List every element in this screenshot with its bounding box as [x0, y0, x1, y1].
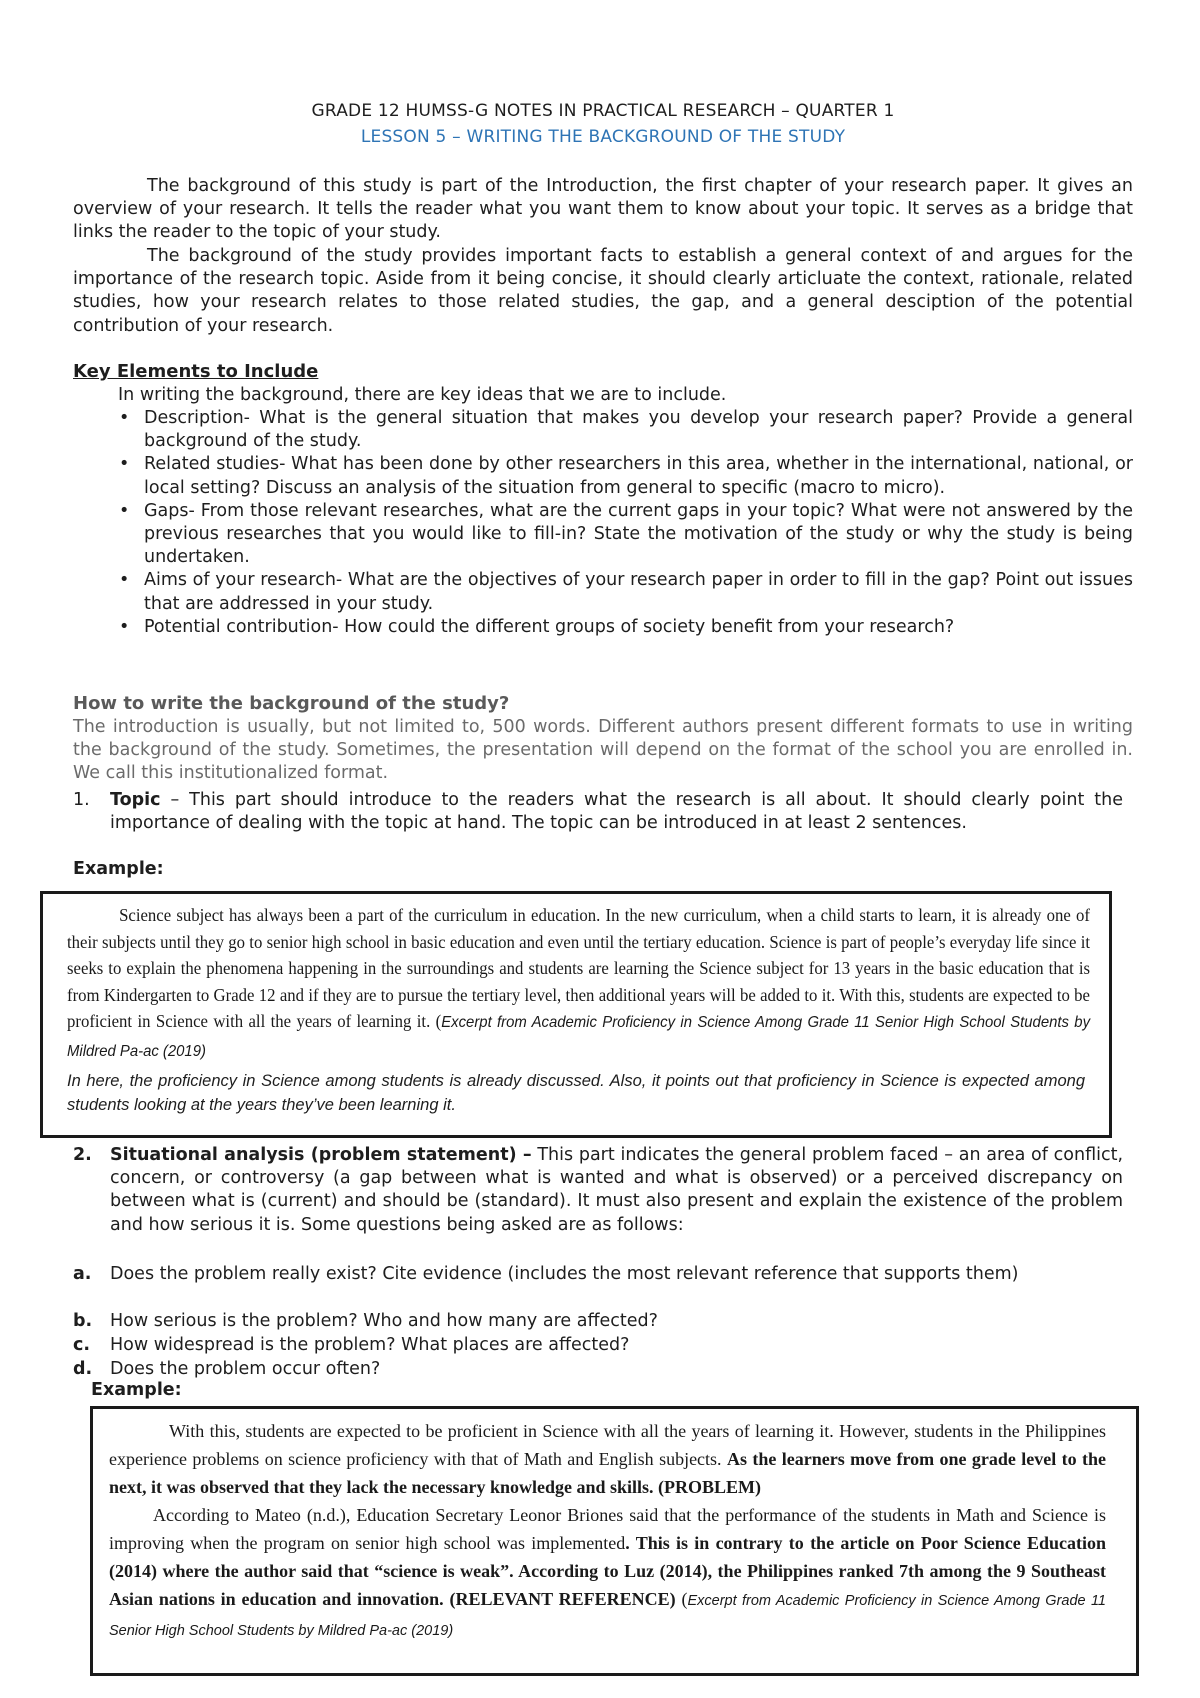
bullet-icon: • [119, 570, 130, 591]
example-label-2: Example: [91, 1380, 182, 1400]
item-text: – This part should introduce to the readers what the research is all about. It should clearly point the importance of dealing with the topic at hand. The topic can be introduced in at least 2 sentences. [110, 790, 1123, 834]
key-elements-heading: Key Elements to Include [73, 361, 319, 382]
question-c: c. How widespread is the problem? What places are affected? [73, 1335, 630, 1355]
document-title: GRADE 12 HUMSS-G NOTES IN PRACTICAL RESEARCH – QUARTER 1 [311, 101, 895, 121]
question-d: d. Does the problem occur often? [73, 1359, 381, 1379]
example-note: In here, the proficiency in Science among students is already discussed. Also, it points out that proficiency in Science is expected among students looking at the years they’ve been learning it. [67, 1072, 1085, 1114]
item-label: Topic [110, 790, 161, 810]
example-citation: Excerpt from Academic Proficiency in Science Among Grade 11 Senior High School Students by Mildred Pa-ac (2019) [109, 1593, 1106, 1639]
item-text: This part indicates the general problem faced – an area of conflict, concern, or controversy (a gap between what is wanted and what is observed) or a perceived discrepancy on between what is (current) and should be (standard). It must also present and explain the existence of the problem and how serious it is. Some questions being asked are as follows: [110, 1145, 1124, 1235]
bullet-icon: • [119, 408, 130, 428]
lesson-title: LESSON 5 – WRITING THE BACKGROUND OF THE STUDY [360, 127, 846, 147]
example-paragraph-1: With this, students are expected to be proficient in Science with all the years of learning it. However, students in the Philippines experience problems on science proficiency with that of Math and English subjects. As the learners move from one grade level to the next, it was observed that they lack the necessary knowledge and skills. (PROBLEM) [109, 1421, 1106, 1497]
example-box-situational [90, 1406, 1139, 1676]
intro-paragraph-2: The background of the study provides important facts to establish a general context of and argues for the importance of the research topic. Aside from it being concise, it should clearly articluate the context, rationale, related studies, how your research relates to those related studies, the gap, and a general desciption of the potential contribution of your research. [73, 246, 1133, 336]
key-elements-lead: In writing the background, there are key ideas that we are to include. [118, 385, 727, 405]
list-item: • Aims of your research- What are the objectives of your research paper in order to fill in the gap? Point out issues that are addressed in your study. [119, 570, 1133, 614]
numbered-item-topic [73, 789, 1123, 835]
how-to-heading: How to write the background of the study? [73, 693, 510, 714]
item-number: 1. [73, 790, 90, 810]
example-citation: Excerpt from Academic Proficiency in Science Among Grade 11 Senior High School Students by Mildred Pa-ac (2019) [67, 1014, 1091, 1060]
example-text: Science subject has always been a part of the curriculum in education. In the new curriculum, when a child starts to learn, it is already one of their subjects until they go to senior high school in basic education and even until the tertiary education. Science is part of people’s everyday life since it seeks to explain the phenomena happening in the surroundings and students are learning the Science subject for 13 years in the basic education that is from Kindergarten to Grade 12 and if they are to pursue the tertiary level, then additional years will be added to it. With this, students are expected to be proficient in Science with all the years of learning it. (Excerpt from Academic Proficiency in Science Among Grade 11 Senior High School Students by Mildred Pa-ac (2019) [67, 905, 1091, 1060]
key-elements-list [117, 407, 1133, 639]
item-label: Situational analysis (problem statement) – [110, 1145, 532, 1165]
list-item: • Description- What is the general situation that makes you develop your research paper? Provide a general background of the study. [119, 408, 1133, 452]
intro-paragraph-1: The background of this study is part of the Introduction, the first chapter of your research paper. It gives an overview of your research. It tells the reader what you want them to know about your topic. It serves as a bridge that links the reader to the topic of your study. [73, 176, 1133, 243]
example-paragraph-2: According to Mateo (n.d.), Education Secretary Leonor Briones said that the performance of the students in Math and Science is improving when the program on senior high school was implemented. This is in contrary to the article on Poor Science Education (2014) where the author said that “science is weak”. According to Luz (2014), the Philippines ranked 7th among the 9 Southeast Asian nations in education and innovation. (RELEVANT REFERENCE) (Excerpt from Academic Proficiency in Science Among Grade 11 Senior High School Students by Mildred Pa-ac (2019) [109, 1505, 1107, 1639]
example-box-topic [40, 891, 1112, 1138]
numbered-item-situational-analysis [73, 1144, 1123, 1237]
bullet-icon: • [119, 616, 130, 637]
list-item: • Related studies- What has been done by other researchers in this area, whether in the international, national, or local setting? Discuss an analysis of the situation from general to specific (macro to micro). [119, 454, 1133, 498]
question-a: a. Does the problem really exist? Cite evidence (includes the most relevant reference that supports them) [73, 1264, 1019, 1284]
item-number: 2. [73, 1145, 92, 1165]
list-item: • Gaps- From those relevant researches, what are the current gaps in your topic? What were not answered by the previous researches that you would like to fill-in? State the motivation of the study or why the study is being undertaken. [119, 500, 1133, 568]
example-label: Example: [73, 859, 164, 879]
bullet-icon: • [119, 500, 130, 521]
list-item: • Potential contribution- How could the different groups of society benefit from your research? [117, 616, 1133, 639]
how-to-intro: The introduction is usually, but not limited to, 500 words. Different authors present different formats to use in writing the background of the study. Sometimes, the presentation will depend on the format of the school you are enrolled in. We call this institutionalized format. [73, 717, 1133, 784]
question-b: b. How serious is the problem? Who and how many are affected? [73, 1311, 658, 1331]
bullet-icon: • [119, 454, 130, 475]
